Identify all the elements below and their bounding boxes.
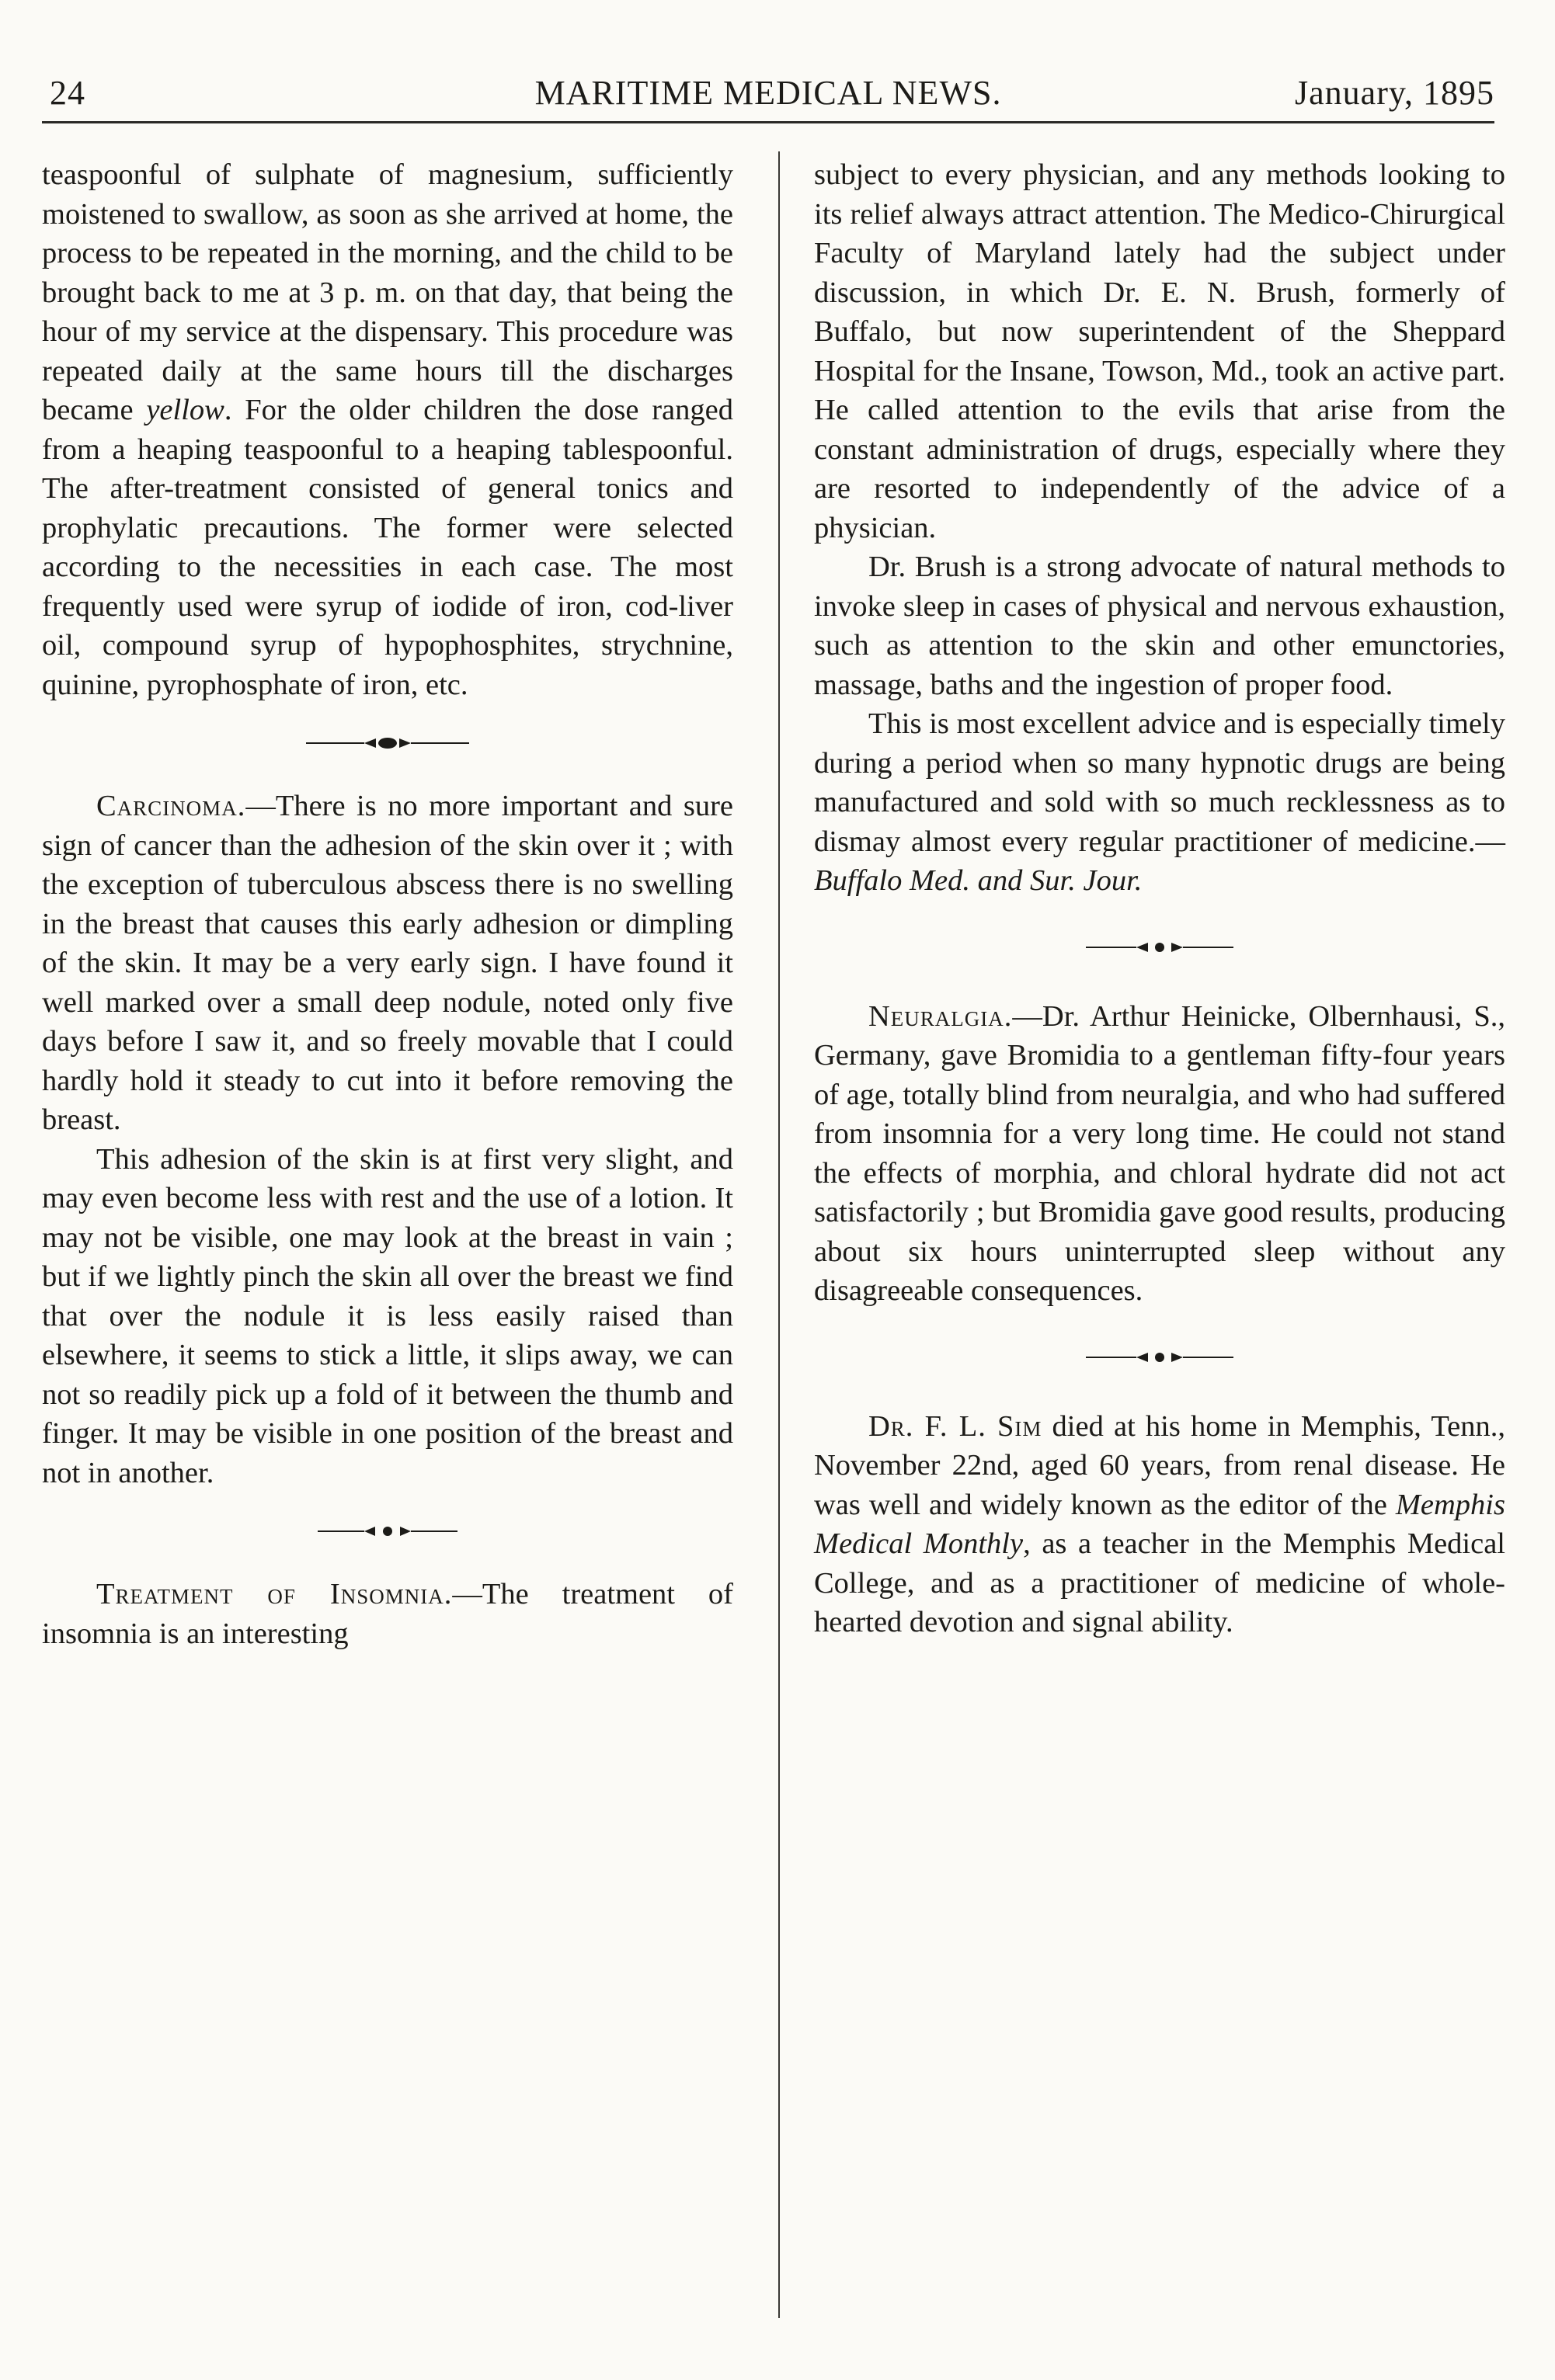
column-divider <box>778 151 780 2318</box>
left-column <box>42 155 733 1653</box>
carcinoma-paragraph-2: This adhesion of the skin is at first very slight, and may even become less with rest and the use of a lotion. It may not be visible, one may look at the breast in vain ; but if we lightly pinch the skin all over the breast we find that over the nodule it is less easily raised than elsewhere, it seems to stick a little, it slips away, we can not so readily pick up a fold of it between the thumb and finger. It may be visible in one position of the breast and not in another. <box>42 1142 733 1489</box>
insomnia-continued-paragraph: subject to every physician, and any methods looking to its relief always attract attention. The Medico-Chirurgical Faculty of Maryland lately had the subject under discussion, in which Dr. E. N. Brush, formerly of Buffalo, but now superintendent of the Sheppard Hospital for the Insane, Towson, Md., took an active part. He called attention to the evils that arise from the constant administration of drugs, especially where they are resorted to independently of the advice of a physician. <box>814 158 1505 544</box>
page-number: 24 <box>50 74 85 112</box>
issue-date: January, 1895 <box>1295 74 1494 112</box>
section-ornament <box>814 932 1505 963</box>
obituary-paragraph: Dr. F. L. Sim died at his home in Memphis, Tenn., November 22nd, aged 60 years, from renal disease. He was well and widely known as the editor of the Memphis Medical Monthly, as a teacher in the Memphis Medical College, and as a practitioner of medicine of whole-hearted devotion and signal ability. <box>814 1409 1505 1638</box>
carcinoma-paragraph-1: Carcinoma.—There is no more important and sure sign of cancer than the adhesion of the skin over it ; with the exception of tuberculous abscess there is no swelling in the breast that causes this early adhesion or dimpling of the skin. It may be a very early sign. I have found it well marked over a small deep nodule, noted only five days before I saw it, and so freely movable that I could hardly hold it steady to cut into it before removing the breast. <box>42 790 733 1136</box>
neuralgia-paragraph: Neuralgia.—Dr. Arthur Heinicke, Olbernhausi, S., Germany, gave Bromidia to a gentleman fifty-four years of age, totally blind from neuralgia, and who had suffered from insomnia for a very long time. He could not stand the effects of morphia, and chloral hydrate did not act satisfactorily ; but Bromidia gave good results, producing about six hours uninterrupted sleep without any disagreeable consequences. <box>814 999 1505 1307</box>
insomnia-heading: Treatment of Insomnia. <box>96 1578 453 1610</box>
journal-title: MARITIME MEDICAL NEWS. <box>534 74 1002 112</box>
advice-paragraph: This is most excellent advice and is especially timely during a period when so many hypnotic drugs are being manufactured and sold with so much recklessness as to dismay almost every regular practitioner of medicine.—Buffalo Med. and Sur. Jour. <box>814 707 1505 897</box>
section-ornament <box>814 1342 1505 1373</box>
obituary-heading: Dr. F. L. Sim <box>868 1409 1042 1443</box>
brush-paragraph: Dr. Brush is a strong advocate of natural methods to invoke sleep in cases of physical and nervous exhaustion, such as attention to the skin and other emunctories, massage, baths and the ingestion of proper food. <box>814 551 1505 701</box>
section-ornament <box>42 1516 733 1547</box>
neuralgia-heading: Neuralgia. <box>868 999 1013 1033</box>
carcinoma-heading: Carcinoma. <box>96 790 246 822</box>
right-column <box>814 155 1505 1642</box>
dispensary-paragraph: teaspoonful of sulphate of magnesium, sufficiently moistened to swallow, as soon as she arrived at home, the process to be repeated in the morning, and the child to be brought back to me at 3 p. m. on that day, that being the hour of my service at the dispensary. This procedure was repeated daily at the same hours till the discharges became yellow. For the older children the dose ranged from a heaping teaspoonful to a heaping tablespoonful. The after-treatment consisted of general tonics and prophylatic precautions. The former were selected according to the necessities in each case. The most frequently used were syrup of iodide of iron, cod-liver oil, compound syrup of hypophosphites, strychnine, quinine, pyrophosphate of iron, etc. <box>42 158 733 701</box>
section-ornament <box>42 728 733 759</box>
source-citation: Buffalo Med. and Sur. Jour. <box>814 864 1143 897</box>
insomnia-paragraph: Treatment of Insomnia.—The treatment of insomnia is an interesting <box>42 1578 733 1650</box>
running-header <box>42 67 1494 123</box>
